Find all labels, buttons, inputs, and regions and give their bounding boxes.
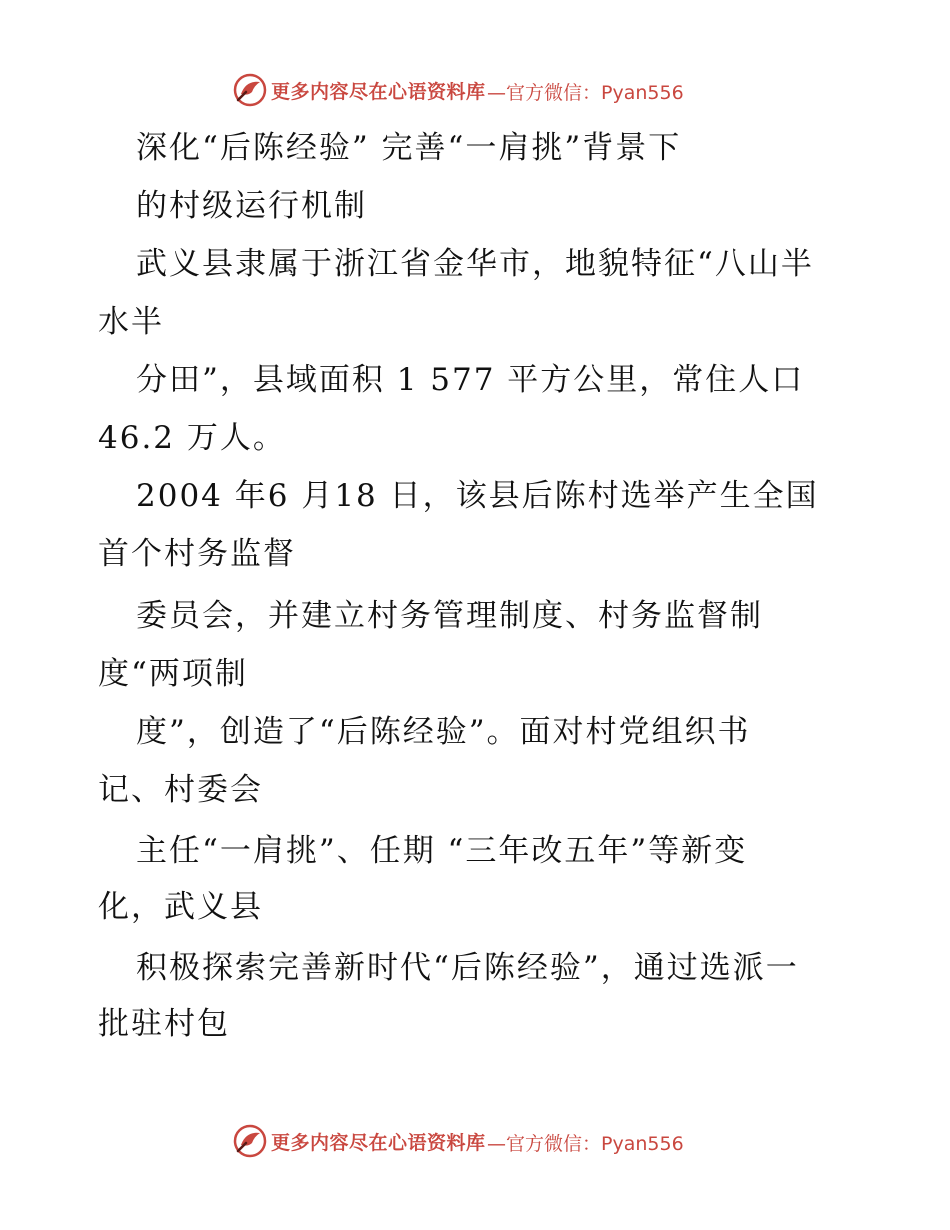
paragraph-line: 首个村务监督: [98, 536, 296, 572]
pen-nib-logo-icon: [232, 1123, 268, 1159]
paragraph-line: 积极探索完善新时代“后陈经验”，通过选派一: [136, 950, 799, 986]
paragraph-line: 批驻村包: [98, 1006, 230, 1042]
paragraph-line: 主任“一肩挑”、任期 “三年改五年”等新变: [136, 833, 748, 869]
paragraph-line: 46.2 万人。: [98, 420, 286, 456]
banner-wechat-text: —官方微信：Pyan556: [487, 82, 684, 104]
footer-banner: [0, 1121, 950, 1161]
paragraph-line: 度”，创造了“后陈经验”。面对村党组织书: [136, 714, 751, 750]
doc-title-line: 深化“后陈经验” 完善“一肩挑”背景下: [136, 130, 682, 166]
paragraph-line: 委员会，并建立村务管理制度、村务监督制: [136, 598, 763, 634]
doc-title-line: 的村级运行机制: [136, 188, 367, 224]
paragraph-line: 化，武义县: [98, 889, 263, 925]
paragraph-line: 水半: [98, 304, 164, 340]
banner-wechat-text: —官方微信：Pyan556: [487, 1133, 684, 1155]
paragraph-line: 度“两项制: [98, 656, 248, 692]
pen-nib-logo-icon: [232, 72, 268, 108]
paragraph-line: 分田”，县域面积 1 577 平方公里，常住人口: [136, 362, 805, 398]
banner-main-text: 更多内容尽在心语资料库: [271, 81, 486, 103]
banner-main-text: 更多内容尽在心语资料库: [271, 1132, 486, 1154]
header-banner: [0, 70, 950, 110]
paragraph-line: 武义县隶属于浙江省金华市，地貌特征“八山半: [136, 246, 814, 282]
paragraph-line: 记、村委会: [98, 772, 263, 808]
paragraph-line: 2004 年6 月18 日，该县后陈村选举产生全国: [136, 478, 819, 514]
